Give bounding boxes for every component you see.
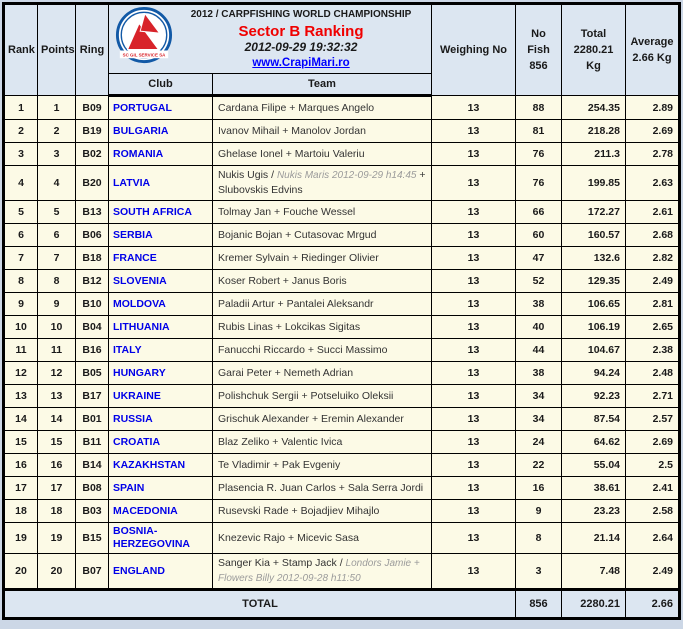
table-row [4,247,680,270]
organizer-logo-emblem [115,7,173,65]
team-members: + Slubovskis Edvins [218,169,426,196]
team-members: Rusevski Rade + Bojadjiev Mihajlo [218,504,380,517]
points-cell: 8 [38,270,76,293]
team-members: Rubis Linas + Lokcikas Sigitas [218,320,361,333]
team-cell [213,293,432,316]
no-fish-cell: 88 [516,96,562,120]
team-cell [213,247,432,270]
total-cell: 7.48 [562,554,626,590]
col-header-points: Points [38,4,76,96]
total-cell: 38.61 [562,477,626,500]
total-cell: 64.62 [562,431,626,454]
average-cell: 2.82 [626,247,680,270]
weighing-no-cell: 13 [432,431,516,454]
average-cell: 2.49 [626,554,680,590]
no-fish-cell: 40 [516,316,562,339]
total-no-fish: 856 [516,590,562,619]
ring-cell: B09 [76,96,109,120]
page [0,2,683,620]
team-members: Sanger Kia + Stamp Jack / [218,557,346,569]
no-fish-cell: 38 [516,362,562,385]
rank-cell: 4 [4,166,38,201]
total-cell: 106.19 [562,316,626,339]
average-cell: 2.48 [626,362,680,385]
ring-cell: B18 [76,247,109,270]
team-cell [213,523,432,554]
team-cell [213,120,432,143]
ring-cell: B15 [76,523,109,554]
ring-cell: B06 [76,224,109,247]
no-fish-cell: 81 [516,120,562,143]
rank-cell: 12 [4,362,38,385]
table-row [4,500,680,523]
ring-cell: B02 [76,143,109,166]
table-row [4,270,680,293]
team-cell [213,362,432,385]
rank-cell: 2 [4,120,38,143]
total-label: Total [580,28,607,40]
team-cell [213,96,432,120]
rank-cell: 13 [4,385,38,408]
average-cell: 2.57 [626,408,680,431]
total-cell: 55.04 [562,454,626,477]
points-cell: 12 [38,362,76,385]
points-cell: 20 [38,554,76,590]
total-cell: 23.23 [562,500,626,523]
rank-cell: 15 [4,431,38,454]
club-cell: MACEDONIA [109,500,213,523]
average-cell: 2.58 [626,500,680,523]
average-label: Average [630,36,674,48]
weighing-no-cell: 13 [432,316,516,339]
average-cell: 2.61 [626,201,680,224]
total-cell: 104.67 [562,339,626,362]
no-fish-cell: 22 [516,454,562,477]
weighing-no-cell: 13 [432,339,516,362]
total-row-label: TOTAL [4,590,516,619]
total-cell: 160.57 [562,224,626,247]
table-row [4,431,680,454]
weighing-no-cell: 13 [432,362,516,385]
team-cell [213,201,432,224]
no-fish-cell: 52 [516,270,562,293]
average-cell: 2.64 [626,523,680,554]
table-row [4,96,680,120]
table-row [4,316,680,339]
average-cell: 2.41 [626,477,680,500]
no-fish-cell: 24 [516,431,562,454]
rank-cell: 20 [4,554,38,590]
ring-cell: B20 [76,166,109,201]
ring-cell: B10 [76,293,109,316]
points-cell: 11 [38,339,76,362]
weighing-no-cell: 13 [432,224,516,247]
points-cell: 16 [38,454,76,477]
total-cell: 106.65 [562,293,626,316]
team-cell [213,270,432,293]
team-members: Grischuk Alexander + Eremin Alexander [218,412,404,425]
team-members: Knezevic Rajo + Micevic Sasa [218,531,359,544]
team-substitution-note: Londors Jamie + Flowers Billy 2012-09-28 h11:50 [218,558,420,584]
team-cell [213,554,432,590]
rank-cell: 6 [4,224,38,247]
no-fish-cell: 9 [516,500,562,523]
weighing-no-cell: 13 [432,143,516,166]
organizer-logo [115,7,173,65]
weighing-no-cell: 13 [432,408,516,431]
average-cell: 2.63 [626,166,680,201]
points-cell: 19 [38,523,76,554]
ring-cell: B03 [76,500,109,523]
rank-cell: 14 [4,408,38,431]
weighing-no-cell: 13 [432,454,516,477]
team-members: Koser Robert + Janus Boris [218,274,347,287]
team-members: Polishchuk Sergii + Potseluiko Oleksii [218,389,394,402]
total-cell: 218.28 [562,120,626,143]
average-grand-value: 2.66 Kg [632,52,672,64]
table-row [4,362,680,385]
team-members: Nukis Ugis / [218,169,277,181]
col-header-total [562,4,626,96]
club-cell: MOLDOVA [109,293,213,316]
rank-cell: 5 [4,201,38,224]
team-members: Ivanov Mihail + Manolov Jordan [218,124,366,137]
club-cell: BULGARIA [109,120,213,143]
ring-cell: B08 [76,477,109,500]
ring-cell: B04 [76,316,109,339]
table-row [4,523,680,554]
average-cell: 2.81 [626,293,680,316]
team-cell [213,224,432,247]
no-fish-cell: 44 [516,339,562,362]
rank-cell: 3 [4,143,38,166]
team-members: Blaz Zeliko + Valentic Ivica [218,435,343,448]
total-cell: 94.24 [562,362,626,385]
table-row [4,385,680,408]
average-cell: 2.38 [626,339,680,362]
points-cell: 17 [38,477,76,500]
club-cell: BOSNIA-HERZEGOVINA [109,523,213,554]
weighing-no-cell: 13 [432,247,516,270]
rank-cell: 16 [4,454,38,477]
weighing-no-cell: 13 [432,120,516,143]
ring-cell: B05 [76,362,109,385]
club-cell: CROATIA [109,431,213,454]
team-members: Kremer Sylvain + Riedinger Olivier [218,251,379,264]
team-members: Ghelase Ionel + Martoiu Valeriu [218,147,365,160]
points-cell: 7 [38,247,76,270]
ring-cell: B17 [76,385,109,408]
club-cell: ITALY [109,339,213,362]
sector-ranking-title: Sector B Ranking [238,23,364,40]
col-header-ring: Ring [76,4,109,96]
organizer-logo-caption: SC GIL SERVICE SA [122,52,166,58]
col-header-weighing-no: Weighing No [432,4,516,96]
rank-cell: 18 [4,500,38,523]
table-row [4,293,680,316]
total-cell: 172.27 [562,201,626,224]
ring-cell: B01 [76,408,109,431]
club-cell: RUSSIA [109,408,213,431]
average-cell: 2.71 [626,385,680,408]
average-cell: 2.5 [626,454,680,477]
col-header-no-fish [516,4,562,96]
total-cell: 92.23 [562,385,626,408]
club-cell: SOUTH AFRICA [109,201,213,224]
no-fish-label: No Fish [527,28,550,56]
points-cell: 2 [38,120,76,143]
weighing-no-cell: 13 [432,293,516,316]
no-fish-cell: 16 [516,477,562,500]
rank-cell: 8 [4,270,38,293]
club-cell: PORTUGAL [109,96,213,120]
total-cell: 211.3 [562,143,626,166]
rank-cell: 9 [4,293,38,316]
average-cell: 2.49 [626,270,680,293]
average-cell: 2.89 [626,96,680,120]
club-cell: KAZAKHSTAN [109,454,213,477]
team-cell [213,500,432,523]
table-row [4,166,680,201]
team-cell [213,454,432,477]
team-cell [213,431,432,454]
table-row [4,339,680,362]
total-grand-weight: 2280.21 Kg [573,44,614,72]
team-members: Tolmay Jan + Fouche Wessel [218,205,356,218]
title-block [109,4,432,74]
rank-cell: 7 [4,247,38,270]
total-row [4,590,680,619]
team-substitution-note: Nukis Maris 2012-09-29 h14:45 [276,170,417,181]
table-row [4,454,680,477]
club-cell: LITHUANIA [109,316,213,339]
total-cell: 199.85 [562,166,626,201]
no-fish-cell: 76 [516,166,562,201]
club-cell: SPAIN [109,477,213,500]
team-cell [213,477,432,500]
report-timestamp: 2012-09-29 19:32:32 [244,40,358,54]
col-header-average [626,4,680,96]
club-cell: FRANCE [109,247,213,270]
ring-cell: B14 [76,454,109,477]
points-cell: 10 [38,316,76,339]
total-cell: 87.54 [562,408,626,431]
no-fish-cell: 47 [516,247,562,270]
average-cell: 2.69 [626,120,680,143]
championship-title: 2012 / CARPFISHING WORLD CHAMPIONSHIP [190,9,412,20]
points-cell: 6 [38,224,76,247]
rank-cell: 17 [4,477,38,500]
total-average: 2.66 [626,590,680,619]
total-cell: 254.35 [562,96,626,120]
total-weight: 2280.21 [562,590,626,619]
points-cell: 5 [38,201,76,224]
ring-cell: B16 [76,339,109,362]
club-cell: HUNGARY [109,362,213,385]
team-cell [213,385,432,408]
club-cell: UKRAINE [109,385,213,408]
total-cell: 129.35 [562,270,626,293]
points-cell: 4 [38,166,76,201]
club-cell: ROMANIA [109,143,213,166]
club-cell: LATVIA [109,166,213,201]
no-fish-cell: 34 [516,385,562,408]
ranking-table-body [4,96,680,590]
no-fish-cell: 60 [516,224,562,247]
points-cell: 14 [38,408,76,431]
team-members: Cardana Filipe + Marques Angelo [218,101,375,114]
col-header-rank: Rank [4,4,38,96]
rank-cell: 10 [4,316,38,339]
ring-cell: B13 [76,201,109,224]
ranking-table [2,2,681,620]
points-cell: 18 [38,500,76,523]
table-row [4,554,680,590]
no-fish-cell: 76 [516,143,562,166]
team-members: Garai Peter + Nemeth Adrian [218,366,354,379]
no-fish-cell: 34 [516,408,562,431]
weighing-no-cell: 13 [432,500,516,523]
weighing-no-cell: 13 [432,523,516,554]
team-cell [213,166,432,201]
ranking-sheet [2,2,681,620]
rank-cell: 1 [4,96,38,120]
club-cell: SERBIA [109,224,213,247]
points-cell: 9 [38,293,76,316]
total-cell: 21.14 [562,523,626,554]
weighing-no-cell: 13 [432,96,516,120]
rank-cell: 19 [4,523,38,554]
no-fish-cell: 3 [516,554,562,590]
average-cell: 2.78 [626,143,680,166]
no-fish-grand-count: 856 [529,60,548,72]
weighing-no-cell: 13 [432,201,516,224]
team-members: Paladii Artur + Pantalei Aleksandr [218,297,374,310]
team-cell [213,316,432,339]
weighing-no-cell: 13 [432,554,516,590]
ring-cell: B07 [76,554,109,590]
ring-cell: B12 [76,270,109,293]
team-members: Plasencia R. Juan Carlos + Sala Serra Jordi [218,481,424,494]
average-cell: 2.68 [626,224,680,247]
table-row [4,201,680,224]
no-fish-cell: 66 [516,201,562,224]
points-cell: 15 [38,431,76,454]
col-header-team: Team [213,74,432,96]
average-cell: 2.69 [626,431,680,454]
table-row [4,120,680,143]
total-cell: 132.6 [562,247,626,270]
points-cell: 1 [38,96,76,120]
points-cell: 3 [38,143,76,166]
ring-cell: B11 [76,431,109,454]
col-header-club: Club [109,74,213,96]
team-members: Fanucchi Riccardo + Succi Massimo [218,343,388,356]
no-fish-cell: 8 [516,523,562,554]
team-cell [213,408,432,431]
weighing-no-cell: 13 [432,270,516,293]
club-cell: SLOVENIA [109,270,213,293]
table-header [4,4,680,96]
weighing-no-cell: 13 [432,385,516,408]
rank-cell: 11 [4,339,38,362]
table-row [4,224,680,247]
ring-cell: B19 [76,120,109,143]
weighing-no-cell: 13 [432,477,516,500]
table-row [4,408,680,431]
club-cell: ENGLAND [109,554,213,590]
team-members: Bojanic Bojan + Cutasovac Mrgud [218,228,377,241]
points-cell: 13 [38,385,76,408]
average-cell: 2.65 [626,316,680,339]
no-fish-cell: 38 [516,293,562,316]
weighing-no-cell: 13 [432,166,516,201]
team-cell [213,339,432,362]
website-link[interactable]: www.CrapiMari.ro [252,57,350,69]
team-cell [213,143,432,166]
team-members: Te Vladimir + Pak Evgeniy [218,458,341,471]
table-row [4,477,680,500]
table-row [4,143,680,166]
